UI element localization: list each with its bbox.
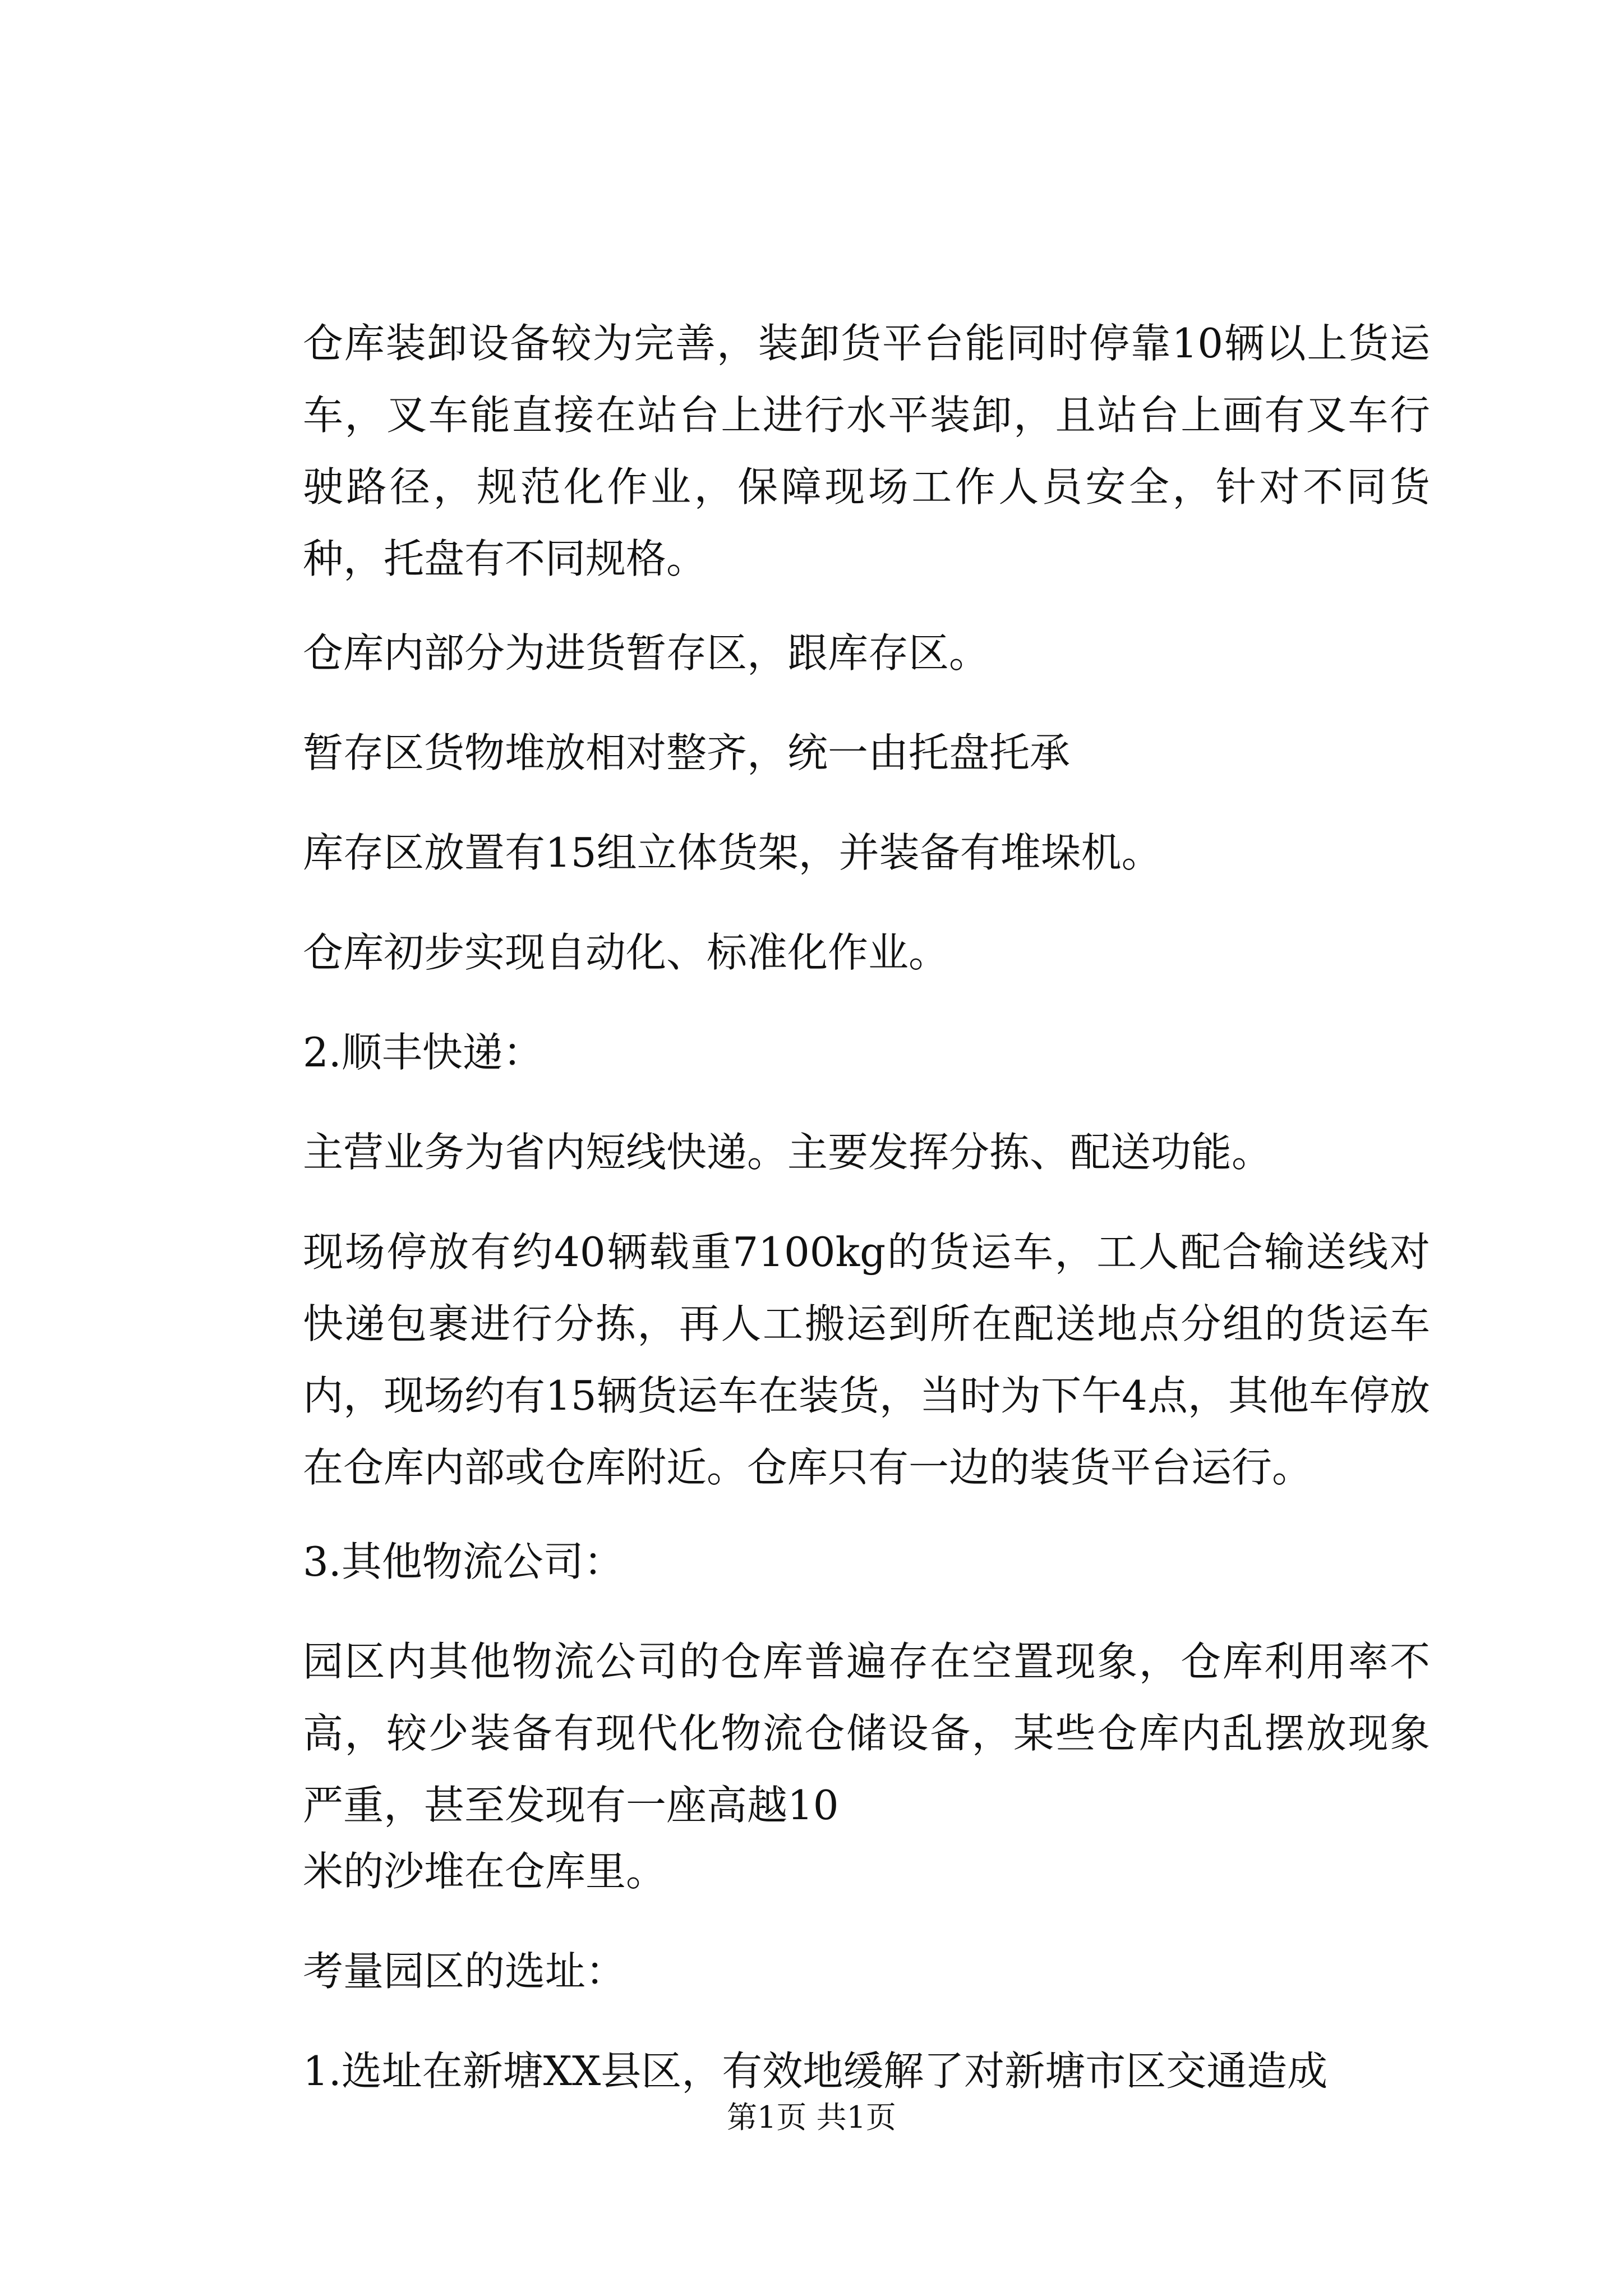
heading-site-selection: 考量园区的选址： [303, 1948, 626, 1995]
paragraph-sf-site: 现场停放有约40辆载重7100kg的货运车，工人配合输送线对快递包裹进行分拣，再人工搬运到所在配送地点分组的货运车内，现场约有15辆货运车在装货，当时为下午4点，其他车停放在仓库内部或仓库附近。仓库只有一边的装货平台运行。 [303, 1228, 1430, 1491]
heading-other-logistics: 3.其他物流公司： [303, 1538, 624, 1585]
paragraph-warehouse-zones: 仓库内部分为进货暂存区，跟库存区。 [303, 629, 990, 677]
page-number-label: 第1页 共1页 [727, 2100, 896, 2135]
heading-sf-express: 2.顺丰快递： [303, 1029, 543, 1076]
page-footer [0, 2098, 1623, 2137]
paragraph-sf-business: 主营业务为省内短线快递。主要发挥分拣、配送功能。 [303, 1129, 1272, 1176]
paragraph-site-location: 1.选址在新塘XX县区，有效地缓解了对新塘市区交通造成 [303, 2047, 1328, 2095]
paragraph-automation: 仓库初步实现自动化、标准化作业。 [303, 929, 949, 976]
paragraph-storage-area: 库存区放置有15组立体货架，并装备有堆垛机。 [303, 829, 1162, 876]
paragraph-other-logistics: 园区内其他物流公司的仓库普遍存在空置现象，仓库利用率不高，较少装备有现代化物流仓储设备，某些仓库内乱摆放现象严重，甚至发现有一座高越10 [303, 1638, 1430, 1829]
paragraph-staging-area: 暂存区货物堆放相对整齐，统一由托盘托承 [303, 729, 1071, 776]
paragraph-warehouse-equipment: 仓库装卸设备较为完善，装卸货平台能同时停靠10辆以上货运车，叉车能直接在站台上进行水平装卸，且站台上画有叉车行驶路径，规范化作业，保障现场工作人员安全，针对不同货种，托盘有不同规格。 [303, 320, 1430, 582]
paragraph-sand-pile: 米的沙堆在仓库里。 [303, 1848, 667, 1895]
